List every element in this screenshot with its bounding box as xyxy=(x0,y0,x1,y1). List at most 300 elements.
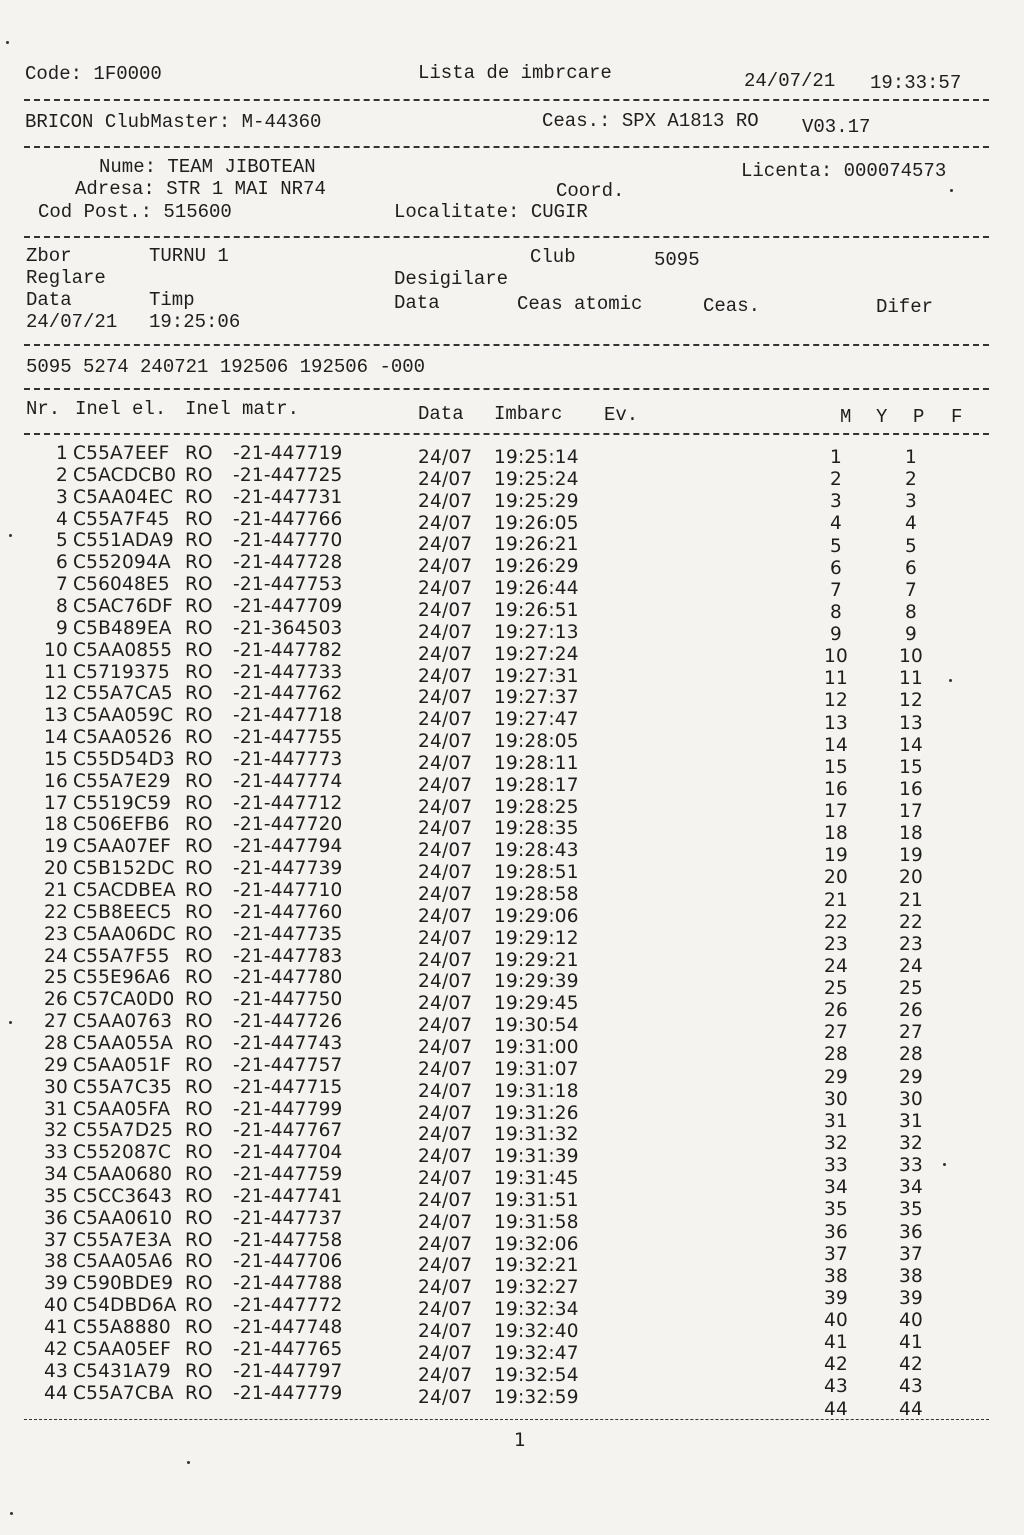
cell-inel-el: C56048E5 xyxy=(73,574,170,596)
cell-date: 24/07 xyxy=(418,643,473,665)
cell-time: 19:25:24 xyxy=(494,468,579,490)
cell-time: 19:31:26 xyxy=(494,1102,579,1124)
cell-time: 19:29:39 xyxy=(494,971,579,993)
cell-nr: 28 xyxy=(44,1032,68,1054)
cell-date: 24/07 xyxy=(418,796,473,818)
table-row xyxy=(0,836,1024,867)
software-version: V03.17 xyxy=(802,116,871,138)
scan-speck xyxy=(6,41,9,44)
cell-date: 24/07 xyxy=(418,971,473,993)
cell-date: 24/07 xyxy=(418,905,473,927)
scan-speck xyxy=(9,1021,12,1024)
cell-inel-matr: -21-447772 xyxy=(233,1295,343,1317)
cell-inel-el: C55A7F45 xyxy=(73,508,170,530)
cell-time: 19:32:21 xyxy=(494,1255,579,1277)
cell-nr: 6 xyxy=(56,552,68,574)
cell-time: 19:28:25 xyxy=(494,796,579,818)
cell-inel-matr: -21-447757 xyxy=(233,1054,343,1076)
cell-date: 24/07 xyxy=(418,599,473,621)
cell-time: 19:25:14 xyxy=(494,447,579,468)
table-row xyxy=(0,923,1024,955)
cell-nr: 22 xyxy=(44,901,68,923)
cell-p: 5 xyxy=(905,535,917,557)
cell-inel-matr: -21-447720 xyxy=(233,814,343,836)
cell-inel-matr: -21-364503 xyxy=(233,617,343,639)
table-row xyxy=(0,617,1024,646)
cell-inel-el: C5AA07EF xyxy=(73,836,171,858)
table-row xyxy=(0,945,1024,977)
cell-time: 19:32:54 xyxy=(494,1364,579,1386)
cell-date: 24/07 xyxy=(418,1386,473,1408)
cell-m: 13 xyxy=(824,712,848,734)
cell-p: 42 xyxy=(899,1354,923,1376)
cell-time: 19:28:51 xyxy=(494,862,579,884)
cell-inel-matr: -21-447770 xyxy=(233,530,343,552)
cell-date: 24/07 xyxy=(418,840,473,862)
cell-time: 19:26:51 xyxy=(494,599,579,621)
cell-m: 24 xyxy=(824,955,848,977)
cell-inel-matr: -21-447766 xyxy=(233,508,343,530)
cell-inel-el: C55A7E29 xyxy=(73,770,171,792)
cell-date: 24/07 xyxy=(418,1036,473,1058)
cell-inel-matr: -21-447767 xyxy=(233,1120,343,1142)
table-row xyxy=(0,901,1024,933)
cell-p: 1 xyxy=(905,447,917,468)
table-row xyxy=(0,792,1024,823)
cell-time: 19:28:17 xyxy=(494,774,579,796)
cell-time: 19:30:54 xyxy=(494,1015,579,1037)
cell-time: 19:28:35 xyxy=(494,818,579,840)
cell-inel-el: C552094A xyxy=(73,552,171,574)
cell-time: 19:25:29 xyxy=(494,490,579,512)
cell-inel-matr: -21-447762 xyxy=(233,683,343,705)
cell-nr: 36 xyxy=(44,1207,68,1229)
cell-date: 24/07 xyxy=(418,490,473,512)
cell-inel-el: C55A7CBA xyxy=(73,1382,174,1404)
difference-label: Difer xyxy=(876,296,934,318)
cell-p: 30 xyxy=(899,1088,923,1110)
cell-p: 21 xyxy=(899,889,923,911)
cell-country: RO xyxy=(185,1273,213,1295)
cell-m: 15 xyxy=(824,756,848,778)
cell-country: RO xyxy=(185,595,213,617)
cell-m: 34 xyxy=(824,1177,848,1199)
cell-m: 10 xyxy=(824,646,848,668)
cell-inel-el: C5B8EEC5 xyxy=(73,901,172,923)
cell-country: RO xyxy=(185,1360,213,1382)
cell-m: 26 xyxy=(824,1000,848,1022)
atomic-clock-label: Ceas atomic xyxy=(517,293,643,315)
cell-m: 12 xyxy=(824,690,848,712)
cell-m: 28 xyxy=(824,1044,848,1066)
cell-p: 17 xyxy=(899,801,923,823)
cell-inel-el: C506EFB6 xyxy=(73,814,170,836)
cell-country: RO xyxy=(185,1338,213,1360)
cell-p: 39 xyxy=(899,1287,923,1309)
cell-m: 8 xyxy=(830,601,842,623)
cell-p: 26 xyxy=(899,1000,923,1022)
cell-date: 24/07 xyxy=(418,1124,473,1146)
cell-time: 19:27:13 xyxy=(494,621,579,643)
zbor-value: TURNU 1 xyxy=(149,245,229,267)
col-header-p: P xyxy=(913,406,925,428)
cell-m: 6 xyxy=(830,557,842,579)
cell-p: 44 xyxy=(899,1398,923,1420)
table-row xyxy=(0,486,1024,513)
cell-p: 27 xyxy=(899,1022,923,1044)
cell-nr: 20 xyxy=(44,858,68,880)
cell-date: 24/07 xyxy=(418,862,473,884)
cell-inel-matr: -21-447719 xyxy=(233,443,343,464)
cell-inel-el: C55D54D3 xyxy=(73,748,175,770)
cell-country: RO xyxy=(185,923,213,945)
cell-time: 19:26:29 xyxy=(494,556,579,578)
cell-date: 24/07 xyxy=(418,1189,473,1211)
cell-country: RO xyxy=(185,1251,213,1273)
cell-country: RO xyxy=(185,1054,213,1076)
cell-nr: 21 xyxy=(44,880,68,901)
cell-nr: 3 xyxy=(56,486,68,508)
cell-country: RO xyxy=(185,1185,213,1207)
cell-inel-matr: -21-447797 xyxy=(233,1360,343,1382)
cell-time: 19:32:47 xyxy=(494,1342,579,1364)
cell-inel-matr: -21-447706 xyxy=(233,1251,343,1273)
cell-time: 19:29:21 xyxy=(494,949,579,971)
cell-inel-el: C5ACDBEA xyxy=(73,880,176,901)
cell-p: 40 xyxy=(899,1310,923,1332)
cell-time: 19:26:44 xyxy=(494,578,579,600)
separator xyxy=(24,99,989,101)
cell-time: 19:32:27 xyxy=(494,1277,579,1299)
cell-inel-matr: -21-447755 xyxy=(233,727,343,749)
cell-inel-el: C55E96A6 xyxy=(73,967,171,989)
cell-m: 11 xyxy=(824,668,848,690)
cell-inel-matr: -21-447774 xyxy=(233,770,343,792)
cell-p: 28 xyxy=(899,1044,923,1066)
cell-inel-el: C5AA05FA xyxy=(73,1098,171,1120)
cell-inel-el: C552087C xyxy=(73,1142,172,1164)
cell-inel-el: C55A7C35 xyxy=(73,1076,172,1098)
cell-country: RO xyxy=(185,508,213,530)
cell-time: 19:32:34 xyxy=(494,1299,579,1321)
cell-time: 19:27:47 xyxy=(494,709,579,731)
cell-country: RO xyxy=(185,552,213,574)
cell-inel-matr: -21-447773 xyxy=(233,748,343,770)
cell-time: 19:29:45 xyxy=(494,993,579,1015)
cell-nr: 29 xyxy=(44,1054,68,1076)
cell-nr: 9 xyxy=(56,617,68,639)
cell-inel-el: C5519C59 xyxy=(73,792,172,814)
cell-date: 24/07 xyxy=(418,1015,473,1037)
cell-nr: 13 xyxy=(44,705,68,727)
cell-inel-el: C5AA055A xyxy=(73,1032,174,1054)
cell-nr: 38 xyxy=(44,1251,68,1273)
col-header-inel-el: Inel el. xyxy=(75,398,167,420)
table-row xyxy=(0,464,1024,491)
col-header-f: F xyxy=(951,406,963,428)
zbor-label: Zbor xyxy=(26,245,72,267)
cell-nr: 11 xyxy=(44,661,68,683)
scan-speck xyxy=(950,189,953,192)
cell-country: RO xyxy=(185,989,213,1011)
cell-inel-matr: -21-447725 xyxy=(233,464,343,486)
cell-time: 19:31:51 xyxy=(494,1189,579,1211)
cell-inel-el: C5CC3643 xyxy=(73,1185,173,1207)
cell-inel-matr: -21-447741 xyxy=(233,1185,343,1207)
cell-date: 24/07 xyxy=(418,1255,473,1277)
cell-nr: 23 xyxy=(44,923,68,945)
cell-inel-el: C5AA0855 xyxy=(73,639,173,661)
cell-inel-el: C5AA04EC xyxy=(73,486,174,508)
code-label: Code: 1F0000 xyxy=(25,63,162,85)
cell-m: 2 xyxy=(830,469,842,491)
system-id: BRICON ClubMaster: M-44360 xyxy=(25,111,322,133)
scan-speck xyxy=(943,1163,946,1166)
cell-nr: 34 xyxy=(44,1164,68,1186)
scan-speck xyxy=(9,534,12,537)
cell-date: 24/07 xyxy=(418,774,473,796)
cell-inel-matr: -21-447743 xyxy=(233,1032,343,1054)
cell-p: 3 xyxy=(905,491,917,513)
cell-nr: 16 xyxy=(44,770,68,792)
cell-date: 24/07 xyxy=(418,1364,473,1386)
cell-inel-el: C5AA0610 xyxy=(73,1207,173,1229)
cell-m: 23 xyxy=(824,933,848,955)
table-row xyxy=(0,748,1024,778)
cell-time: 19:26:21 xyxy=(494,534,579,556)
cell-nr: 7 xyxy=(56,574,68,596)
cell-m: 9 xyxy=(830,624,842,646)
cell-p: 32 xyxy=(899,1133,923,1155)
cell-inel-matr: -21-447739 xyxy=(233,858,343,880)
cell-nr: 43 xyxy=(44,1360,68,1382)
cell-m: 40 xyxy=(824,1310,848,1332)
cell-inel-el: C5AA051F xyxy=(73,1054,172,1076)
cell-nr: 32 xyxy=(44,1120,68,1142)
cell-country: RO xyxy=(185,486,213,508)
cell-p: 4 xyxy=(905,513,917,535)
cell-date: 24/07 xyxy=(418,556,473,578)
cell-m: 29 xyxy=(824,1066,848,1088)
cell-country: RO xyxy=(185,661,213,683)
cell-country: RO xyxy=(185,880,213,901)
cell-p: 24 xyxy=(899,955,923,977)
cell-inel-el: C5B152DC xyxy=(73,858,175,880)
cell-m: 35 xyxy=(824,1199,848,1221)
table-row xyxy=(0,770,1024,800)
cell-p: 37 xyxy=(899,1243,923,1265)
cell-time: 19:28:58 xyxy=(494,884,579,905)
cell-inel-el: C55A7F55 xyxy=(73,945,170,967)
cell-m: 7 xyxy=(830,579,842,601)
cell-date: 24/07 xyxy=(418,512,473,534)
cell-inel-matr: -21-447788 xyxy=(233,1273,343,1295)
cell-p: 10 xyxy=(899,646,923,668)
cell-country: RO xyxy=(185,1120,213,1142)
cell-inel-matr: -21-447780 xyxy=(233,967,343,989)
cell-m: 20 xyxy=(824,867,848,889)
cell-nr: 12 xyxy=(44,683,68,705)
cell-inel-el: C5AA05EF xyxy=(73,1338,171,1360)
cell-date: 24/07 xyxy=(418,1211,473,1233)
table-row xyxy=(0,858,1024,889)
cell-country: RO xyxy=(185,770,213,792)
cell-p: 6 xyxy=(905,557,917,579)
page-number: 1 xyxy=(514,1430,526,1451)
cell-inel-matr: -21-447737 xyxy=(233,1207,343,1229)
table-row xyxy=(0,639,1024,668)
cell-inel-matr: -21-447704 xyxy=(233,1142,343,1164)
cell-m: 37 xyxy=(824,1243,848,1265)
cell-m: 25 xyxy=(824,978,848,1000)
owner-address: Adresa: STR 1 MAI NR74 xyxy=(75,178,326,200)
cell-nr: 17 xyxy=(44,792,68,814)
cell-date: 24/07 xyxy=(418,665,473,687)
cell-country: RO xyxy=(185,530,213,552)
cell-date: 24/07 xyxy=(418,1102,473,1124)
cell-m: 16 xyxy=(824,778,848,800)
cell-nr: 5 xyxy=(56,530,68,552)
cell-country: RO xyxy=(185,617,213,639)
cell-inel-el: C5719375 xyxy=(73,661,170,683)
cell-time: 19:32:06 xyxy=(494,1233,579,1255)
cell-time: 19:27:24 xyxy=(494,643,579,665)
cell-inel-matr: -21-447782 xyxy=(233,639,343,661)
cell-country: RO xyxy=(185,858,213,880)
cell-country: RO xyxy=(185,639,213,661)
cell-inel-el: C5B489EA xyxy=(73,617,172,639)
cell-inel-matr: -21-447783 xyxy=(233,945,343,967)
cell-m: 33 xyxy=(824,1155,848,1177)
cell-date: 24/07 xyxy=(418,578,473,600)
cell-date: 24/07 xyxy=(418,1277,473,1299)
cell-inel-matr: -21-447735 xyxy=(233,923,343,945)
cell-m: 1 xyxy=(830,447,842,468)
table-row xyxy=(0,530,1024,557)
cell-inel-matr: -21-447799 xyxy=(233,1098,343,1120)
cell-p: 7 xyxy=(905,579,917,601)
cell-p: 41 xyxy=(899,1332,923,1354)
cell-nr: 18 xyxy=(44,814,68,836)
table-row xyxy=(0,508,1024,535)
cell-time: 19:27:31 xyxy=(494,665,579,687)
cell-country: RO xyxy=(185,836,213,858)
cell-inel-el: C5AA05A6 xyxy=(73,1251,174,1273)
cell-nr: 44 xyxy=(44,1382,68,1404)
clock-label: Ceas. xyxy=(703,295,761,317)
table-row xyxy=(0,880,1024,911)
document-title: Lista de imbrcare xyxy=(418,62,612,84)
cell-country: RO xyxy=(185,1295,213,1317)
cell-inel-matr: -21-447733 xyxy=(233,661,343,683)
cell-inel-el: C5ACDCB0 xyxy=(73,464,177,486)
cell-time: 19:29:06 xyxy=(494,905,579,927)
cell-p: 20 xyxy=(899,867,923,889)
print-date: 24/07/21 xyxy=(744,70,836,92)
separator xyxy=(24,1419,989,1420)
cell-m: 39 xyxy=(824,1287,848,1309)
table-row xyxy=(0,705,1024,734)
cell-p: 15 xyxy=(899,756,923,778)
cell-inel-el: C5AA0526 xyxy=(73,727,173,749)
cell-inel-el: C55A7E3A xyxy=(73,1229,172,1251)
cell-nr: 30 xyxy=(44,1076,68,1098)
cell-inel-el: C5431A79 xyxy=(73,1360,171,1382)
cell-time: 19:28:05 xyxy=(494,731,579,753)
clock-id: Ceas.: SPX A1813 RO xyxy=(542,110,759,132)
col-header-imbarc: Imbarc xyxy=(494,403,563,425)
cell-date: 24/07 xyxy=(418,687,473,709)
cell-date: 24/07 xyxy=(418,709,473,731)
cell-date: 24/07 xyxy=(418,1058,473,1080)
cell-country: RO xyxy=(185,945,213,967)
table-row xyxy=(0,443,1024,468)
cell-inel-matr: -21-447753 xyxy=(233,574,343,596)
cell-time: 19:31:00 xyxy=(494,1036,579,1058)
cell-inel-el: C5AA06DC xyxy=(73,923,176,945)
cell-inel-matr: -21-447748 xyxy=(233,1317,343,1338)
cell-country: RO xyxy=(185,1164,213,1186)
cell-inel-el: C5AC76DF xyxy=(73,595,173,617)
cell-inel-matr: -21-447728 xyxy=(233,552,343,574)
cell-inel-matr: -21-447765 xyxy=(233,1338,343,1360)
cell-country: RO xyxy=(185,1317,213,1338)
col-header-nr: Nr. xyxy=(26,398,61,420)
cell-country: RO xyxy=(185,967,213,989)
cell-country: RO xyxy=(185,901,213,923)
cell-m: 19 xyxy=(824,845,848,867)
cell-time: 19:31:58 xyxy=(494,1211,579,1233)
cell-nr: 33 xyxy=(44,1142,68,1164)
cell-date: 24/07 xyxy=(418,621,473,643)
cell-nr: 40 xyxy=(44,1295,68,1317)
cell-country: RO xyxy=(185,792,213,814)
cell-date: 24/07 xyxy=(418,993,473,1015)
table-row xyxy=(0,574,1024,601)
cell-nr: 2 xyxy=(56,464,68,486)
cell-m: 31 xyxy=(824,1110,848,1132)
cell-country: RO xyxy=(185,727,213,749)
cell-inel-el: C5AA0763 xyxy=(73,1011,173,1033)
cell-inel-matr: -21-447758 xyxy=(233,1229,343,1251)
cell-inel-el: C55A7CA5 xyxy=(73,683,173,705)
cell-m: 21 xyxy=(824,889,848,911)
cell-p: 34 xyxy=(899,1177,923,1199)
cell-nr: 37 xyxy=(44,1229,68,1251)
cell-date: 24/07 xyxy=(418,1080,473,1102)
reglare-date: 24/07/21 xyxy=(26,311,118,333)
cell-inel-el: C590BDE9 xyxy=(73,1273,174,1295)
cell-country: RO xyxy=(185,748,213,770)
col-header-m: M xyxy=(840,406,852,428)
table-row xyxy=(0,661,1024,690)
cell-nr: 1 xyxy=(56,443,68,464)
cell-inel-matr: -21-447750 xyxy=(233,989,343,1011)
scan-speck xyxy=(949,679,952,682)
cell-country: RO xyxy=(185,1076,213,1098)
print-time: 19:33:57 xyxy=(870,72,962,94)
table-row xyxy=(0,727,1024,756)
cell-time: 19:31:18 xyxy=(494,1080,579,1102)
cell-country: RO xyxy=(185,705,213,727)
cell-inel-matr: -21-447715 xyxy=(233,1076,343,1098)
cell-time: 19:28:43 xyxy=(494,840,579,862)
cell-nr: 41 xyxy=(44,1317,68,1338)
cell-nr: 4 xyxy=(56,508,68,530)
cell-inel-matr: -21-447709 xyxy=(233,595,343,617)
cell-date: 24/07 xyxy=(418,534,473,556)
separator xyxy=(24,388,989,390)
